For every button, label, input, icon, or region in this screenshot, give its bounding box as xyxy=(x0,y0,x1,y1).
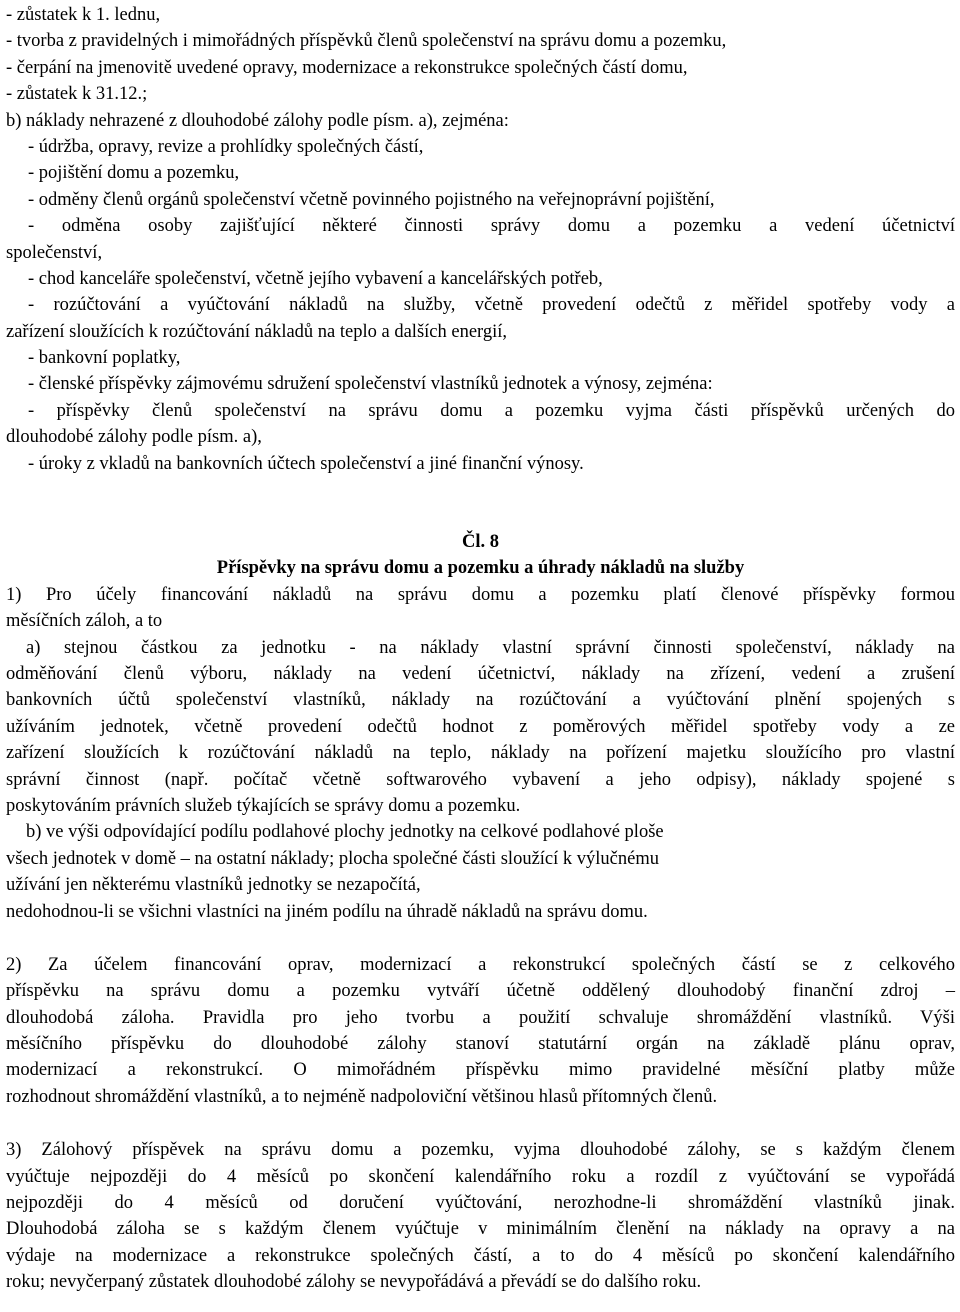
spacer xyxy=(6,1110,955,1137)
text-line: správní činnost (např. počítač včetně softwarového vybavení a jeho odpisy), náklady spojené s xyxy=(6,769,955,790)
spacer xyxy=(6,477,955,529)
text-line: - odměny členů orgánů společenství včetně povinného pojistného na veřejnoprávní pojištění, xyxy=(28,189,715,210)
text-line: - pojištění domu a pozemku, xyxy=(28,163,240,184)
text-line: b) ve výši odpovídající podílu podlahové plochy jednotky na celkové podlahové ploše xyxy=(26,822,664,843)
text-line: společenství, xyxy=(6,242,103,263)
text-line: rozhodnout shromáždění vlastníků, a to nejméně nadpoloviční většinou hlasů přítomných členů. xyxy=(6,1086,718,1107)
article-title: Příspěvky na správu domu a pozemku a úhrady nákladů na služby xyxy=(216,558,745,579)
text-line: - úroky z vkladů na bankovních účtech společenství a jiné finanční výnosy. xyxy=(28,453,584,474)
text-line: - zůstatek k 31.12.; xyxy=(6,84,148,105)
text-line: dlouhodobá záloha. Pravidla pro jeho tvorbu a použití schvaluje shromáždění vlastníků. Výši xyxy=(6,1007,955,1028)
text-line: - příspěvky členů společenství na správu domu a pozemku vyjma části příspěvků určených do xyxy=(28,400,955,421)
text-line: - chod kanceláře společenství, včetně jejího vybavení a kancelářských potřeb, xyxy=(28,268,603,289)
text-line: nedohodnou-li se všichni vlastníci na jiném podílu na úhradě nákladů na správu domu. xyxy=(6,901,648,922)
text-line: všech jednotek v domě – na ostatní náklady; plocha společné části sloužící k výlučnému xyxy=(6,848,659,869)
text-line: - údržba, opravy, revize a prohlídky společných částí, xyxy=(28,136,424,157)
text-line: - tvorba z pravidelných i mimořádných příspěvků členů společenství na správu domu a pozemku, xyxy=(6,31,727,52)
text-line: Dlouhodobá záloha se s každým členem vyúčtuje v minimálním členění na náklady na opravy a na xyxy=(6,1219,955,1240)
text-line: zařízení sloužících k rozúčtování nákladů na teplo a dalších energií, xyxy=(6,321,508,342)
paragraph-3 xyxy=(6,1137,955,1295)
spacer xyxy=(6,925,955,952)
text-line: 3) Zálohový příspěvek na správu domu a pozemku, vyjma dlouhodobé zálohy, se s každým členem xyxy=(6,1140,955,1161)
text-line: - rozúčtování a vyúčtování nákladů na služby, včetně provedení odečtů z měřidel spotřeby vody a xyxy=(28,295,955,316)
text-line: - zůstatek k 1. lednu, xyxy=(6,5,161,25)
paragraph-1 xyxy=(6,582,955,925)
text-line: příspěvku na správu domu a pozemku vytváří účetně oddělený dlouhodobý finanční zdroj – xyxy=(6,981,955,1002)
text-line: a) stejnou částkou za jednotku - na náklady vlastní správní činnosti společenství, náklady na xyxy=(26,637,955,658)
text-line: měsíčních záloh, a to xyxy=(6,611,163,632)
text-line: modernizací a rekonstrukcí. O mimořádném příspěvku mimo pravidelné měsíční platby může xyxy=(6,1060,955,1081)
text-line: nejpozději do 4 měsíců od doručení vyúčtování, nerozhodne-li shromáždění vlastníků jinak. xyxy=(6,1193,955,1214)
text-line: bankovních účtů společenství vlastníků, náklady na rozúčtování a vyúčtování plnění spojených s xyxy=(6,690,955,711)
text-line: užívání jen některému vlastníků jednotky se nezapočítá, xyxy=(6,875,421,896)
text-line: b) náklady nehrazené z dlouhodobé zálohy podle písm. a), zejména: xyxy=(6,110,509,131)
text-line: 2) Za účelem financování oprav, modernizací a rekonstrukcí společných částí se z celkového xyxy=(6,954,955,975)
article-number: Čl. 8 xyxy=(462,532,499,553)
text-line: měsíčního příspěvku do dlouhodobé zálohy stanoví statutární orgán na základě plánu oprav, xyxy=(6,1034,955,1055)
text-line: roku; nevyčerpaný zůstatek dlouhodobé zálohy se nevypořádává a převádí se do dalšího roku. xyxy=(6,1272,702,1293)
cost-list-section xyxy=(6,2,955,477)
text-line: vyúčtuje nejpozději do 4 měsíců po skončení kalendářního roku a rozdíl z vyúčtování se vypořádá xyxy=(6,1166,955,1187)
text-line: odměňování členů výboru, náklady na vedení účetnictví, náklady na zřízení, vedení a zrušení xyxy=(6,663,955,684)
text-line: - členské příspěvky zájmovému sdružení společenství vlastníků jednotek a výnosy, zejména: xyxy=(28,374,713,395)
paragraph-2 xyxy=(6,952,955,1110)
text-line: - bankovní poplatky, xyxy=(28,348,181,369)
text-line: - odměna osoby zajišťující některé činnosti správy domu a pozemku a vedení účetnictví xyxy=(28,216,955,237)
text-line: zařízení sloužících k rozúčtování nákladů na teplo, náklady na pořízení majetku sloužícího pro vlastní xyxy=(6,743,955,764)
text-line: dlouhodobé zálohy podle písm. a), xyxy=(6,427,262,448)
text-line: výdaje na modernizace a rekonstrukce společných částí, a to do 4 měsíců po skončení kalendářního xyxy=(6,1245,955,1266)
text-line: 1) Pro účely financování nákladů na správu domu a pozemku platí členové příspěvky formou xyxy=(6,584,955,605)
text-line: užíváním jednotek, včetně provedení odečtů hodnot z poměrových měřidel spotřeby vody a ze xyxy=(6,716,955,737)
text-line: poskytováním právních služeb týkajících se správy domu a pozemku. xyxy=(6,795,521,816)
text-line: - čerpání na jmenovitě uvedené opravy, modernizace a rekonstrukce společných částí domu, xyxy=(6,57,688,78)
